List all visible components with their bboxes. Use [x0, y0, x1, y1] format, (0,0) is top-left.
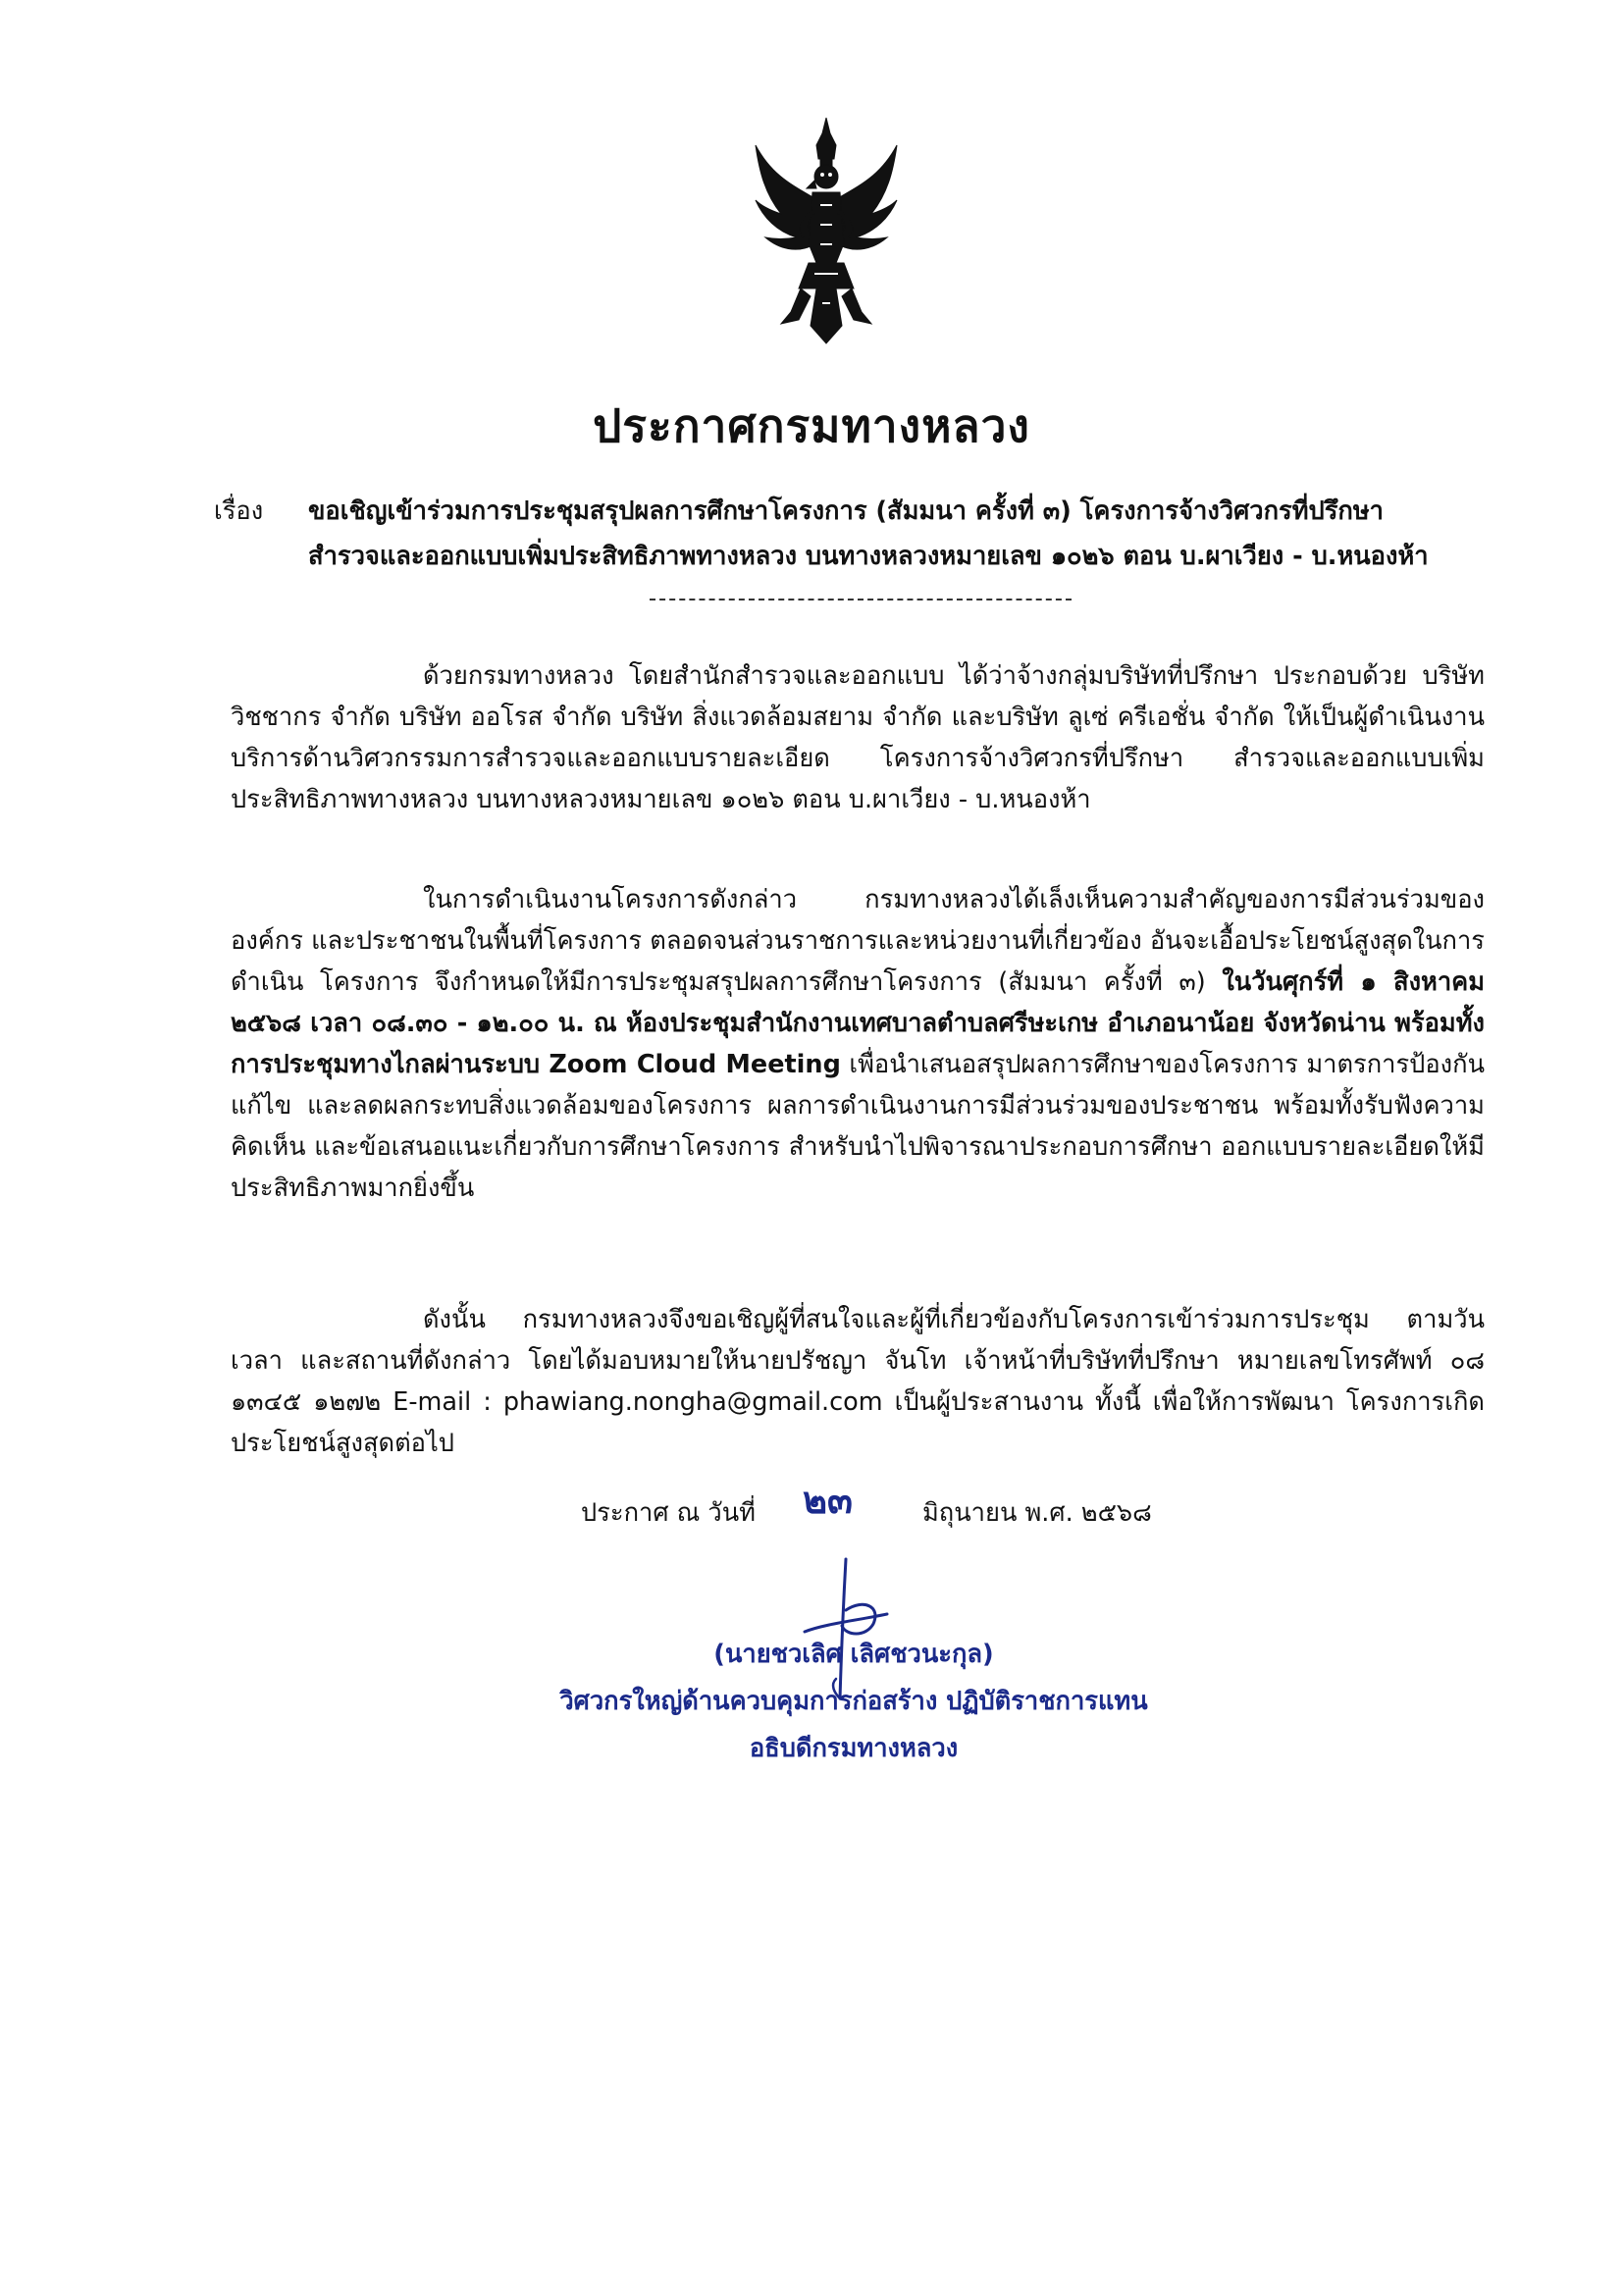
dashed-divider	[650, 599, 1072, 600]
date-month-year: มิถุนายน พ.ศ. ๒๕๖๘	[922, 1498, 1152, 1528]
page-title: ประกาศกรมทางหลวง	[593, 399, 1030, 452]
signatory-block	[520, 1631, 1187, 1772]
signatory-name: (นายชวเลิศ เลิศชวนะกุล)	[713, 1640, 994, 1669]
subject-line-1: ขอเชิญเข้าร่วมการประชุมสรุปผลการศึกษาโครงการ (สัมมนา ครั้งที่ ๓) โครงการจ้างวิศวกรที่ปรึกษา	[308, 496, 1385, 526]
paragraph-2	[231, 879, 1485, 1209]
subject-label: เรื่อง	[214, 496, 264, 526]
paragraph-2-text-a: ในการดำเนินงานโครงการดังกล่าว กรมทางหลวงได้เล็งเห็นความสำคัญของการมีส่วนร่วมขององค์กร และประชาชนในพื้นที่โครงการ ตลอดจนส่วนราชการและหน่วยงานที่เกี่ยวข้อง อันจะเอื้อประโยชน์สูงสุดในการดำเนิน โครงการ จึงกำหนดให้มีการประชุมสรุปผลการศึกษาโครงการ (สัมมนา ครั้งที่ ๓)	[231, 884, 1485, 997]
subject-line-2: สำรวจและออกแบบเพิ่มประสิทธิภาพทางหลวง บนทางหลวงหมายเลข ๑๐๒๖ ตอน บ.ผาเวียง - บ.หนองห้า	[308, 542, 1429, 571]
paragraph-2-text-c: เพื่อนำเสนอสรุปผลการศึกษาของโครงการ มาตรการป้องกัน แก้ไข และลดผลกระทบสิ่งแวดล้อมของโครงการ ผลการดำเนินงานการมีส่วนร่วมของประชาชน พร้อมทั้งรับฟังความคิดเห็น และข้อเสนอแนะเกี่ยวกับการศึกษาโครงการ สำหรับนำไปพิจารณาประกอบการศึกษา ออกแบบรายละเอียดให้มีประสิทธิภาพมากยิ่งขึ้น	[231, 1049, 1485, 1203]
signatory-position: วิศวกรใหญ่ด้านควบคุมการก่อสร้าง ปฏิบัติราชการแทน	[559, 1687, 1148, 1716]
meeting-details: ในวันศุกร์ที่ ๑ สิงหาคม ๒๕๖๘ เวลา ๐๘.๓๐ - ๑๒.๐๐ น. ณ ห้องประชุมสำนักงานเทศบาลตำบลศรีษะเกษ อำเภอนาน้อย จังหวัดน่าน พร้อมทั้งการประชุมทางไกลผ่านระบบ Zoom Cloud Meeting	[231, 966, 1486, 1079]
date-prefix: ประกาศ ณ วันที่	[581, 1498, 756, 1528]
paragraph-3: ดังนั้น กรมทางหลวงจึงขอเชิญผู้ที่สนใจและผู้ที่เกี่ยวข้องกับโครงการเข้าร่วมการประชุม ตามวัน เวลา และสถานที่ดังกล่าว โดยได้มอบหมายให้นายปรัชญา จันโท เจ้าหน้าที่บริษัทที่ปรึกษา หมายเลขโทรศัพท์ ๐๘ ๑๓๔๕ ๑๒๗๒ E-mail : phawiang.nongha@gmail.com เป็นผู้ประสานงาน ทั้งนี้ เพื่อให้การพัฒนา โครงการเกิดประโยชน์สูงสุดต่อไป	[231, 1304, 1485, 1458]
garuda-emblem-icon	[752, 116, 901, 345]
signatory-on-behalf: อธิบดีกรมทางหลวง	[749, 1734, 959, 1763]
paragraph-1: ด้วยกรมทางหลวง โดยสำนักสำรวจและออกแบบ ได้ว่าจ้างกลุ่มบริษัทที่ปรึกษา ประกอบด้วย บริษัท วิชชากร จำกัด บริษัท ออโรส จำกัด บริษัท สิ่งแวดล้อมสยาม จำกัด และบริษัท ลูเซ่ ครีเอชั่น จำกัด ให้เป็นผู้ดำเนินงานบริการด้านวิศวกรรมการสำรวจและออกแบบรายละเอียด โครงการจ้างวิศวกรที่ปรึกษา สำรวจและออกแบบเพิ่มประสิทธิภาพทางหลวง บนทางหลวงหมายเลข ๑๐๒๖ ตอน บ.ผาเวียง - บ.หนองห้า	[231, 660, 1485, 814]
date-day: ๒๓	[803, 1478, 854, 1522]
